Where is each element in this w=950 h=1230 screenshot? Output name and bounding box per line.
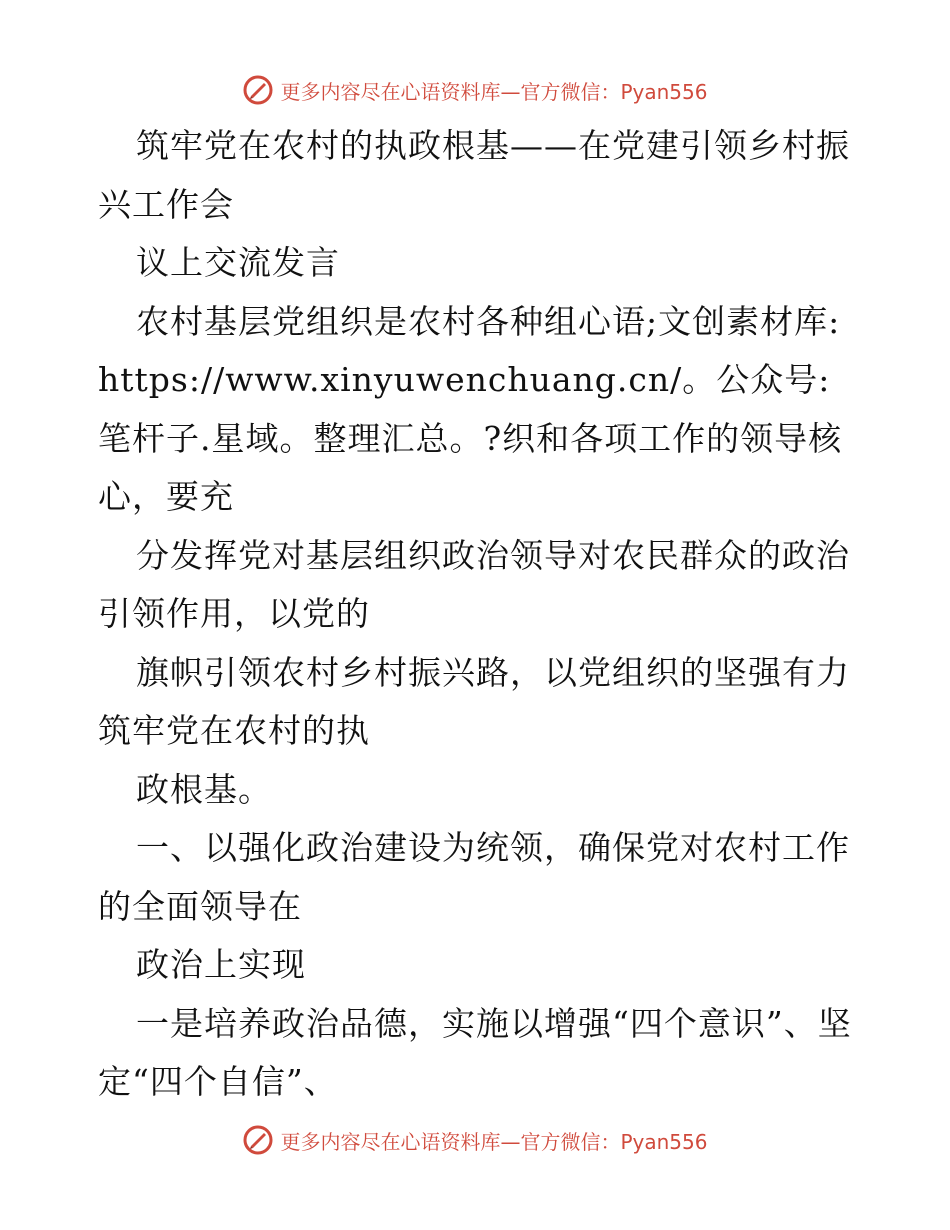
footer-banner-text: 更多内容尽在心语资料库—官方微信：Pyan556 <box>280 1129 708 1154</box>
footer-watermark-banner <box>0 1120 950 1160</box>
section-heading-one-continued: 政治上实现 <box>136 945 306 984</box>
section-heading-one: 一、以强化政治建设为统领，确保党对农村工作的全面领导在 <box>98 828 850 926</box>
paragraph-title-continued: 议上交流发言 <box>136 243 340 282</box>
document-body <box>98 117 858 1112</box>
paragraph-banner-leading: 旗帜引领农村乡村振兴路，以党组织的坚强有力筑牢党在农村的执 <box>98 652 850 750</box>
quill-logo-icon <box>242 74 274 106</box>
paragraph-foundation: 政根基。 <box>136 769 272 809</box>
quill-logo-icon <box>242 1124 274 1156</box>
paragraph-intro-continued: 分发挥党对基层组织政治领导对农民群众的政治引领作用，以党的 <box>98 535 850 633</box>
paragraph-point-one: 一是培养政治品德，实施以增强“四个意识”、坚定“四个自信”、 <box>98 1003 852 1101</box>
paragraph-title-line: 筑牢党在农村的执政根基——在党建引领乡村振兴工作会 <box>98 126 850 224</box>
paragraph-intro: 农村基层党组织是农村各种组心语;文创素材库: https://www.xinyuwenchuang.cn/。公众号:笔杆子.星域。整理汇总。?织和各项工作的领导核心，要充 <box>98 301 852 516</box>
header-watermark-banner <box>0 70 950 110</box>
header-banner-text: 更多内容尽在心语资料库—官方微信：Pyan556 <box>280 79 708 104</box>
